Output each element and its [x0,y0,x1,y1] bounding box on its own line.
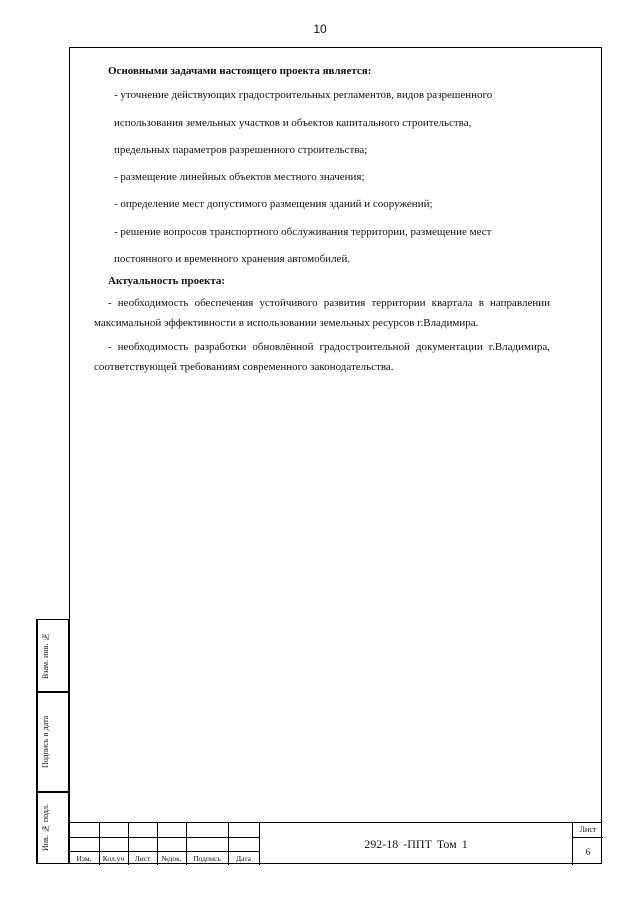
strip-label: Подпись и дата [37,693,53,791]
strip-cell-signature [36,692,69,792]
task-line: постоянного и временного хранения автомобилей. [114,253,351,266]
main-text [94,64,550,377]
tasks-list [94,88,550,266]
col-header: Лист [134,854,151,863]
tasks-heading: Основными задачами настоящего проекта является: [108,65,372,77]
sheet-number: 6 [585,847,591,857]
document-designation: 292-18 -ППТ Том 1 [259,823,572,865]
strip-label: Взам. инв. № [37,620,53,691]
task-line: - размещение линейных объектов местного значения; [114,171,365,184]
col-header: Подпись [193,854,221,863]
col-header: №док. [161,854,182,863]
col-header: Дата [236,854,251,863]
side-strip [36,619,69,864]
strip-label: Инв. № подл. [37,793,53,863]
task-line: - решение вопросов транспортного обслуживания территории, размещение мест [114,225,492,238]
task-line: предельных параметров разрешенного строительства; [114,143,368,156]
col-header: Кол.уч [102,854,125,863]
revision-grid [69,823,259,865]
task-line: - определение мест допустимого размещения зданий и сооружений; [114,198,433,211]
col-header: Изм. [76,854,92,863]
page-number: 10 [313,22,327,36]
task-line: использования земельных участков и объектов капитального строительства, [114,116,472,129]
relevance-heading: Актуальность проекта: [108,275,226,288]
relevance-paragraph: - необходимость разработки обновлённой градостроительной документации г.Владимира, соответствующей требованиям современного законодательства. [94,340,550,373]
strip-cell-replacement [36,619,69,692]
task-line: - уточнение действующих градостроительных регламентов, видов разрешенного [114,89,493,102]
title-block [69,822,602,864]
relevance-paragraph: - необходимость обеспечения устойчивого развития территории квартала в направлении максимальной эффективности в использовании земельных ресурсов г.Владимира. [94,296,550,329]
sheet-box [572,823,602,865]
sheet-label: Лист [579,825,597,834]
strip-cell-inventory [36,792,69,864]
